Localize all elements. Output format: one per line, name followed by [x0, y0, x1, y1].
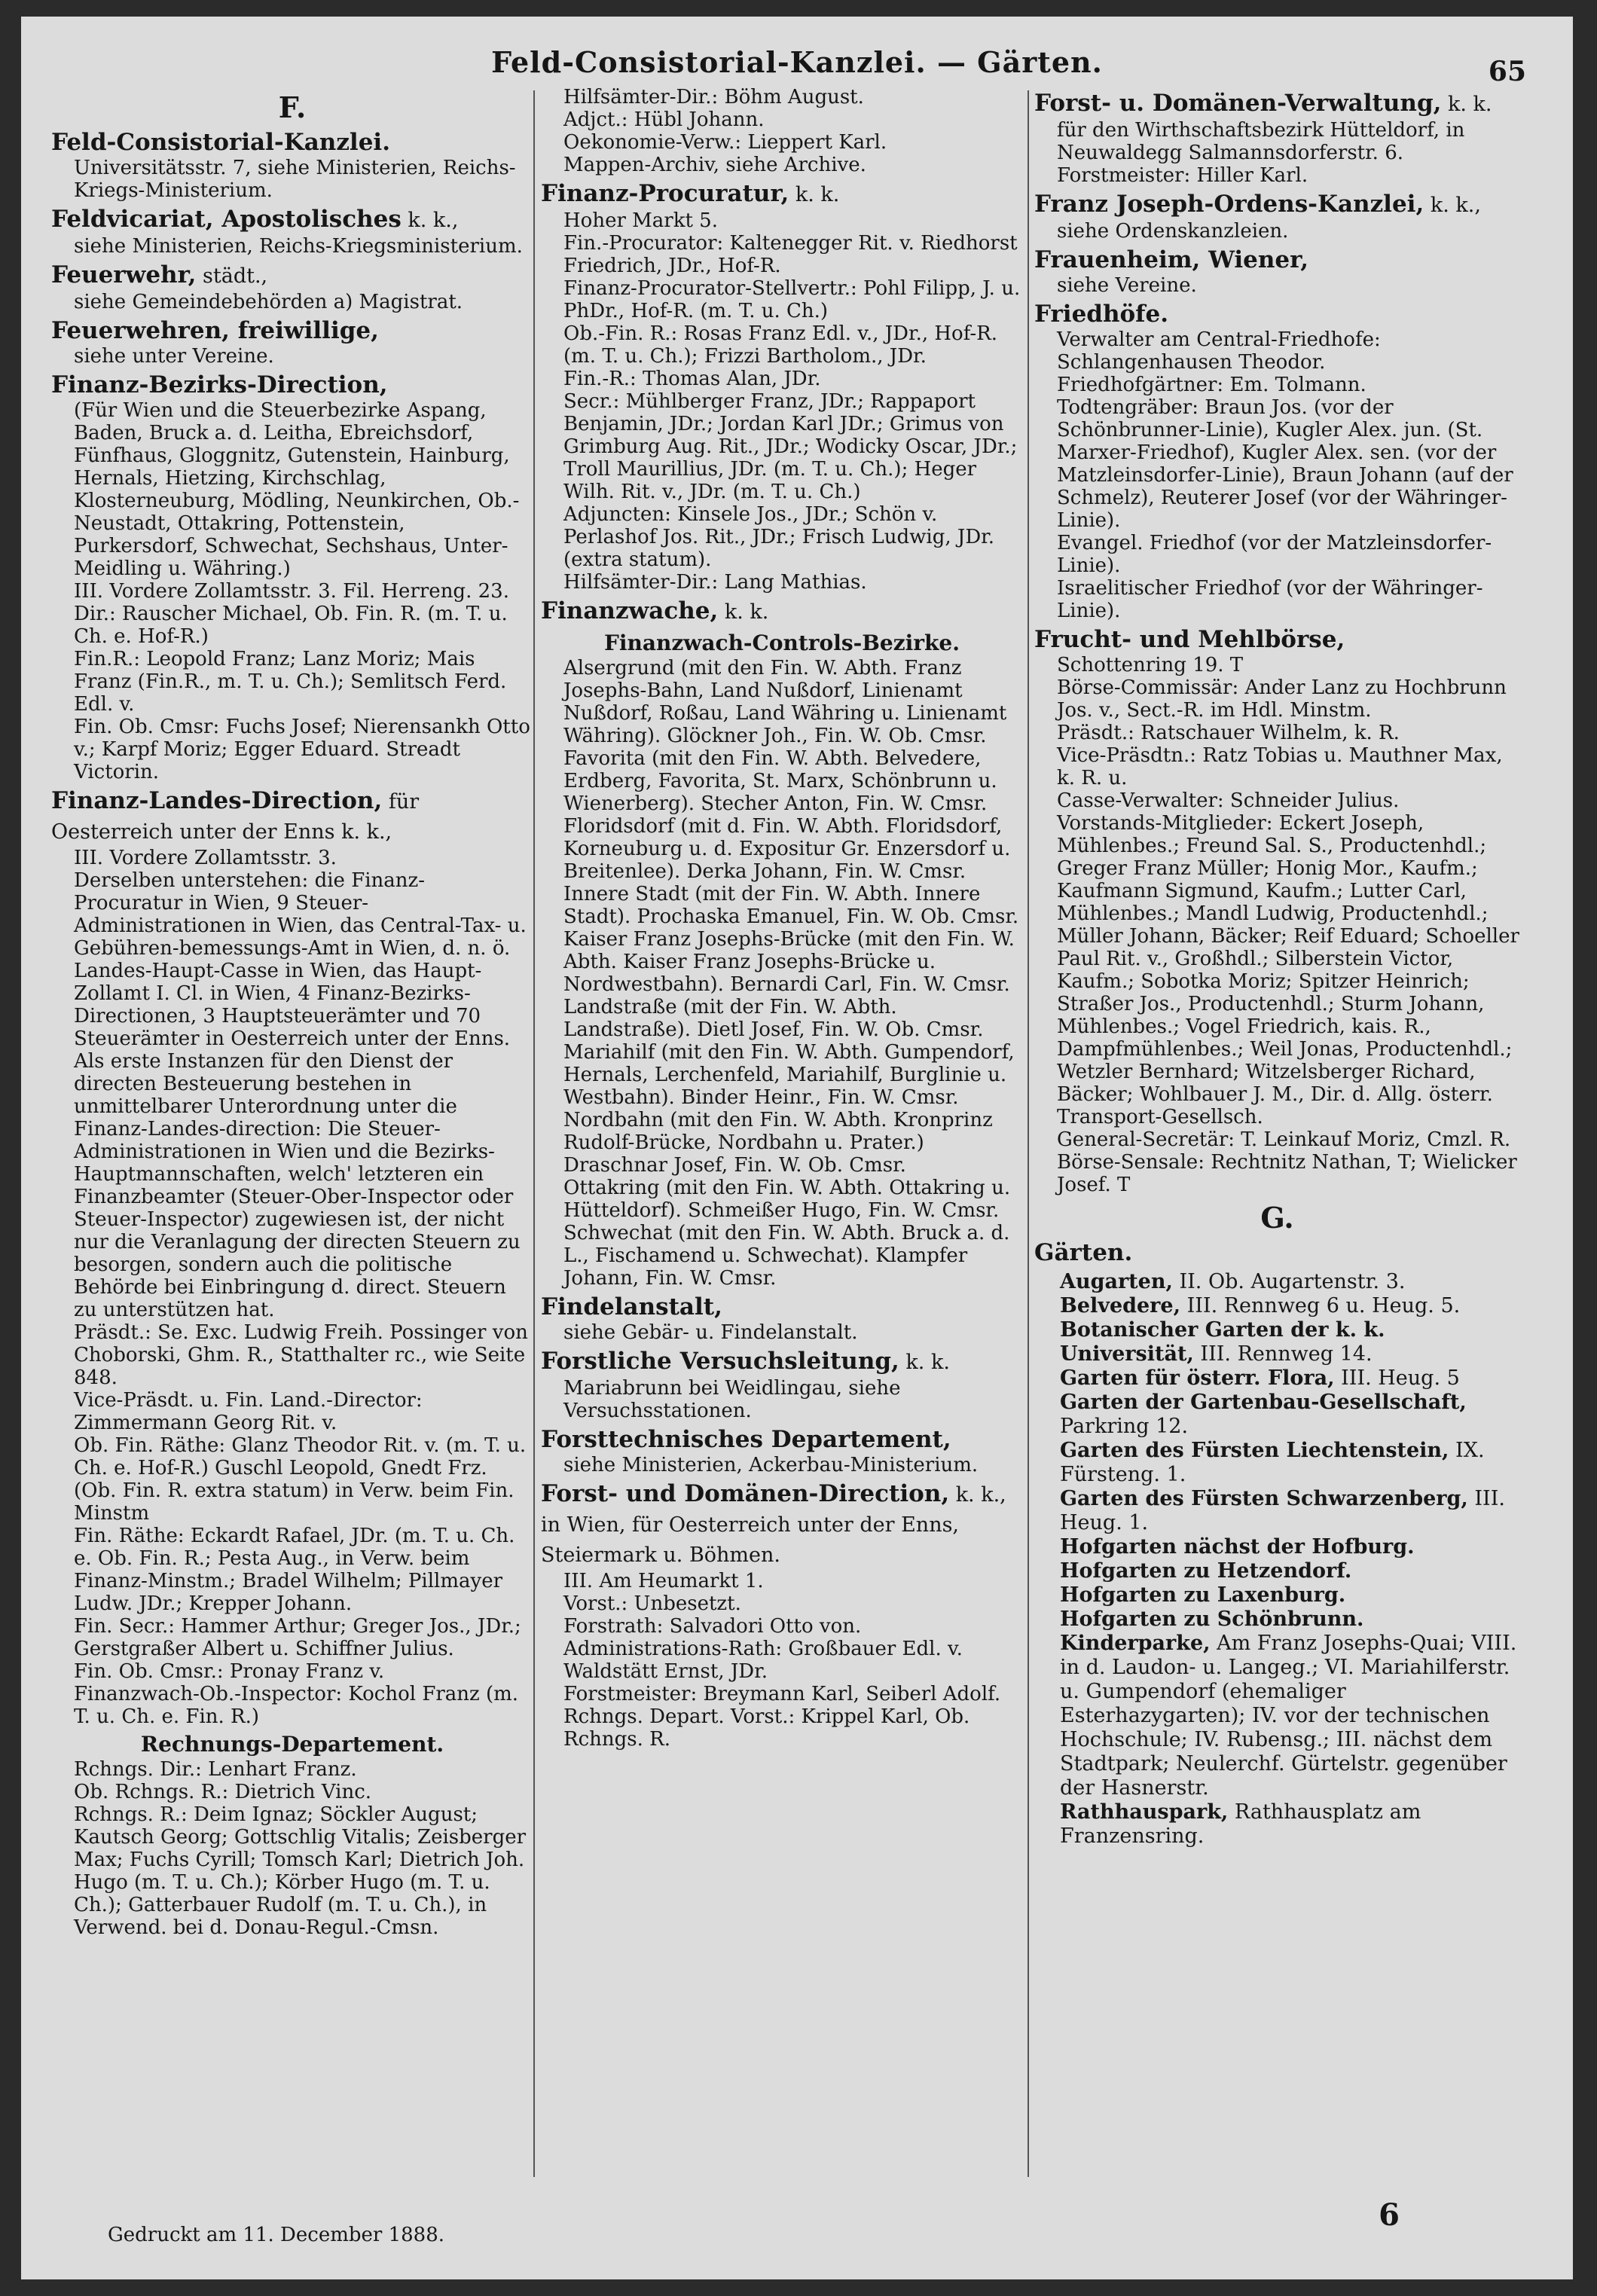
entry-line: Fin. Secr.: Hammer Arthur; Greger Jos., JDr.; Gerstgraßer Albert u. Schiffner Julius. — [74, 1615, 521, 1660]
entry-heading-suffix: k. k., — [1424, 194, 1481, 217]
entry-line: siehe Ministerien, Ackerbau-Ministerium. — [563, 1454, 979, 1476]
entry-line: Adjct.: Hübl Johann. — [563, 108, 765, 131]
garden-address: Rathhausplatz am Franzensring. — [1060, 1800, 1421, 1848]
print-date: Gedruckt am 11. December 1888. — [108, 2224, 445, 2246]
entry-line: Administrations-Rath: Großbauer Edl. v. Waldstätt Ernst, JDr. — [563, 1638, 963, 1683]
entry-line: Todtengräber: Braun Jos. (vor der Schönbrunner-Linie), Kugler Alex. jun. (St. Marxer-Friedhof), Kugler Alex. sen. (vor der Matzleinsdorfer-Linie), Braun Johann (auf der Schmelz), Reuterer Josef (vor der Währinger-Linie). — [1057, 396, 1513, 532]
section-letter: G. — [1260, 1201, 1294, 1235]
entry-line: Forstmeister: Breymann Karl, Seiberl Adolf. — [563, 1683, 1001, 1705]
entry-line: Fin. Räthe: Eckardt Rafael, JDr. (m. T. u. Ch. e. Ob. Fin. R.; Pesta Aug., in Verw. beim Finanz-Minstm.; Bradel Wilhelm; Pillmayer Ludw. JDr.; Krepper Johann. — [74, 1525, 515, 1615]
entry-heading: Forsttechnisches Departement, — [541, 1426, 951, 1453]
entry-line: siehe Gebär- u. Findelanstalt. — [563, 1321, 858, 1344]
directory-entry — [541, 1425, 1023, 1476]
sheet-mark: 6 — [1379, 2197, 1400, 2233]
entry-subheading: Rechnungs-Departement. — [140, 1732, 444, 1757]
entry-line: Dir.: Rauscher Michael, Ob. Fin. R. (m. T. u. Ch. e. Hof-R.) — [74, 603, 508, 648]
entry-line: Finanz-Procurator-Stellvertr.: Pohl Filipp, J. u. PhDr., Hof-R. (m. T. u. Ch.) — [563, 277, 1021, 322]
garden-entry: Garten des Fürsten Schwarzenberg, III. Heug. 1. — [1060, 1487, 1505, 1534]
column-divider — [1028, 90, 1029, 2177]
entry-line: Schwechat (mit den Fin. W. Abth. Bruck a. d. L., Fischamend u. Schwechat). Klampfer Johann, Fin. W. Cmsr. — [563, 1222, 1010, 1290]
entry-heading: Gärten. — [1034, 1239, 1133, 1266]
entry-line: Friedhofgärtner: Em. Tolmann. — [1057, 374, 1366, 396]
entry-heading: Finanz-Landes-Direction, für Oesterreich unter der Enns k. k., — [51, 787, 420, 844]
garden-address: III. Rennweg 6 u. Heug. 5. — [1180, 1294, 1461, 1317]
garden-entry: Augarten, II. Ob. Augartenstr. 3. — [1060, 1270, 1406, 1293]
garden-entry: Garten des Fürsten Liechtenstein, IX. Fürsteng. 1. — [1060, 1439, 1485, 1486]
garden-entry: Kinderparke, Am Franz Josephs-Quai; VIII. in d. Laudon- u. Langeg.; VI. Mariahilferstr. u. Gumpendorf (ehemaliger Esterhazygarten); IV. vor der technischen Hochschule; IV. Rubensg.; III. nächst dem Stadtpark; Neulerchf. Gürtelstr. gegenüber der Hasnerstr. — [1060, 1632, 1517, 1800]
entry-line: Fin.R.: Leopold Franz; Lanz Moriz; Mais Franz (Fin.R., m. T. u. Ch.); Semlitsch Ferd. Edl. v. — [74, 648, 507, 716]
garden-address: II. Ob. Augartenstr. 3. — [1172, 1270, 1406, 1293]
entry-heading: Feuerwehren, freiwillige, — [51, 317, 379, 344]
directory-entry — [51, 1731, 533, 1939]
entry-heading-suffix: k. k. — [899, 1351, 950, 1374]
entry-line: siehe Ordenskanzleien. — [1057, 220, 1289, 243]
directory-entry — [1034, 89, 1520, 187]
entry-line: Secr.: Mühlberger Franz, JDr.; Rappaport Benjamin, JDr.; Jordan Karl JDr.; Grimus von Grimburg Aug. Rit., JDr.; Wodicky Oscar, JDr.; Troll Maurillius, JDr. (m. T. u. Ch.); Heger Wilh. Rit. v., JDr. (m. T. u. Ch.) — [563, 390, 1018, 503]
entry-line: Forstmeister: Hiller Karl. — [1057, 164, 1308, 187]
entry-heading: Forst- u. Domänen-Verwaltung, k. k. — [1034, 90, 1492, 117]
entry-line: Fin.-R.: Thomas Alan, JDr. — [563, 368, 821, 390]
entry-line: Präsdt.: Se. Exc. Ludwig Freih. Possinger von Choborski, Ghm. R., Statthalter rc., wie Seite 848. — [74, 1321, 528, 1389]
entry-line: siehe unter Vereine. — [74, 345, 274, 368]
page-title: Feld-Consistorial-Kanzlei. — Gärten. — [491, 45, 1103, 79]
entry-heading: Forstliche Versuchsleitung, k. k. — [541, 1348, 950, 1375]
entry-heading: Forst- und Domänen-Direction, k. k., in Wien, für Oesterreich unter der Enns, Steiermark u. Böhmen. — [541, 1480, 1006, 1567]
entry-heading: Friedhöfe. — [1034, 301, 1169, 328]
entry-line: Vorst.: Unbesetzt. — [563, 1592, 741, 1615]
garden-entry: Rathhauspark, Rathhausplatz am Franzensring. — [1060, 1800, 1421, 1848]
entry-heading: Franz Joseph-Ordens-Kanzlei, k. k., — [1034, 191, 1481, 218]
directory-entry — [541, 86, 1023, 176]
directory-entry — [541, 1347, 1023, 1422]
column-divider — [533, 90, 535, 2177]
entry-line: siehe Vereine. — [1057, 274, 1197, 297]
entry-heading-suffix: k. k., in Wien, für Oesterreich unter der Enns, Steiermark u. Böhmen. — [541, 1483, 1006, 1567]
garden-entry: Hofgarten zu Schönbrunn. — [1060, 1608, 1364, 1631]
entry-line: Hoher Markt 5. — [563, 209, 718, 232]
entry-heading: Feldvicariat, Apostolisches k. k., — [51, 206, 459, 233]
entry-heading-suffix: k. k. — [1441, 93, 1492, 116]
page-number: 65 — [1488, 56, 1526, 87]
garden-entry: Garten der Gartenbau-Gesellschaft, Parkring 12. — [1060, 1391, 1467, 1438]
entry-heading: Findelanstalt, — [541, 1293, 722, 1321]
entry-line: Adjuncten: Kinsele Jos., JDr.; Schön v. Perlashof Jos. Rit., JDr.; Frisch Ludwig, JDr. (extra statum). — [563, 503, 994, 571]
entry-line: Finanzwach-Ob.-Inspector: Kochol Franz (m. T. u. Ch. e. Fin. R.) — [74, 1683, 519, 1728]
entry-line: Universitätsstr. 7, siehe Ministerien, Reichs-Kriegs-Ministerium. — [74, 157, 516, 202]
garden-entry: Hofgarten zu Laxenburg. — [1060, 1583, 1346, 1607]
entry-line: Vorstands-Mitglieder: Eckert Joseph, Mühlenbes.; Freund Sal. S., Productenhdl.; Greger Franz Müller; Honig Mor., Kaufm.; Kaufmann Sigmund, Kaufm.; Lutter Carl, Mühlenbes.; Mandl Ludwig, Productenhdl.; Müller Johann, Bäcker; Reif Eduard; Schoeller Paul Rit. v., Großhdl.; Silberstein Victor, Kaufm.; Sobotka Moriz; Spitzer Heinrich; Straßer Jos., Productenhdl.; Sturm Johann, Mühlenbes.; Vogel Friedrich, kais. R., Dampfmühlenbes.; Weil Jonas, Productenhdl.; Wetzler Bernhard; Witzelsberger Richard, Bäcker; Wohlbauer J. M., Dir. d. Allg. österr. Transport-Gesellsch. — [1057, 812, 1519, 1128]
directory-entry — [1034, 625, 1520, 1196]
directory-entry — [51, 786, 533, 1728]
entry-line: Innere Stadt (mit der Fin. W. Abth. Innere Stadt). Prochaska Emanuel, Fin. W. Ob. Cmsr. — [563, 883, 1019, 928]
entry-line: Rchngs. R.: Deim Ignaz; Söckler August; Kautsch Georg; Gottschlig Vitalis; Zeisberger Max; Fuchs Cyrill; Tomsch Karl; Dietrich Joh. Hugo (m. T. u. Ch.); Körber Hugo (m. T. u. Ch.); Gatterbauer Rudolf (m. T. u. Ch.), in Verwend. bei d. Donau-Regul.-Cmsn. — [74, 1803, 527, 1939]
garden-entry: Hofgarten zu Hetzendorf. — [1060, 1559, 1352, 1583]
entry-heading-suffix: k. k. — [718, 600, 769, 624]
directory-entry — [541, 630, 1023, 1290]
entry-line: Oekonomie-Verw.: Lieppert Karl. — [563, 131, 887, 154]
entry-heading: Feld-Consistorial-Kanzlei. — [51, 129, 390, 156]
directory-entry — [51, 261, 533, 313]
entry-heading-suffix: k. k., — [401, 209, 459, 232]
entry-line: Hilfsämter-Dir.: Böhm August. — [563, 86, 864, 108]
garden-address: III. Heug. 5 — [1334, 1366, 1460, 1390]
directory-entry — [541, 1293, 1023, 1344]
garden-entry: Belvedere, III. Rennweg 6 u. Heug. 5. — [1060, 1294, 1461, 1317]
entry-subheading: Finanzwach-Controls-Bezirke. — [604, 630, 960, 655]
directory-page — [21, 17, 1573, 2279]
garden-address: IX. Fürsteng. 1. — [1060, 1439, 1485, 1486]
entry-line: Mariabrunn bei Weidlingau, siehe Versuchsstationen. — [563, 1377, 901, 1422]
entry-line: für den Wirthschaftsbezirk Hütteldorf, in Neuwaldegg Salmannsdorferstr. 6. — [1057, 119, 1465, 164]
entry-heading: Finanzwache, k. k. — [541, 597, 769, 624]
directory-entry — [541, 179, 1023, 594]
entry-heading: Frucht- und Mehlbörse, — [1034, 626, 1345, 653]
entry-line: Ob.-Fin. R.: Rosas Franz Edl. v., JDr., Hof-R. (m. T. u. Ch.); Frizzi Bartholom., JDr. — [563, 322, 998, 368]
entry-line: Rchngs. Depart. Vorst.: Krippel Karl, Ob. Rchngs. R. — [563, 1705, 970, 1751]
entry-line: siehe Ministerien, Reichs-Kriegsministerium. — [74, 235, 523, 258]
entry-line: Mariahilf (mit den Fin. W. Abth. Gumpendorf, Hernals, Lerchenfeld, Mariahilf, Burglinie u. Westbahn). Binder Heinr., Fin. W. Cmsr. — [563, 1041, 1015, 1109]
entry-line: Börse-Commissär: Ander Lanz zu Hochbrunn Jos. v., Sect.-R. im Hdl. Minstm. — [1057, 676, 1507, 722]
entry-line: Vice-Präsdtn.: Ratz Tobias u. Mauthner Max, k. R. u. — [1057, 744, 1503, 789]
directory-entry — [51, 128, 533, 202]
entry-line: Fin. Ob. Cmsr: Fuchs Josef; Nierensankh Otto v.; Karpf Moriz; Egger Eduard. Streadt Victorin. — [74, 716, 530, 783]
garden-address: Parkring 12. — [1060, 1415, 1189, 1438]
entry-line: Favorita (mit den Fin. W. Abth. Belvedere, Erdberg, Favorita, St. Marx, Schönbrunn u. Wienerberg). Stecher Anton, Fin. W. Cmsr. — [563, 747, 997, 815]
garden-address: Am Franz Josephs-Quai; VIII. in d. Laudon- u. Langeg.; VI. Mariahilferstr. u. Gumpendorf (ehemaliger Esterhazygarten); IV. vor der technischen Hochschule; IV. Rubensg.; III. nächst dem Stadtpark; Neulerchf. Gürtelstr. gegenüber der Hasnerstr. — [1060, 1632, 1517, 1800]
directory-entry — [541, 597, 1023, 627]
section-letter: F. — [278, 90, 307, 124]
entry-line: III. Am Heumarkt 1. — [563, 1570, 764, 1592]
entry-heading: Frauenheim, Wiener, — [1034, 246, 1309, 273]
directory-entry — [51, 205, 533, 258]
entry-line: Vice-Präsdt. u. Fin. Land.-Director: Zimmermann Georg Rit. v. — [74, 1389, 423, 1434]
entry-line: Nordbahn (mit den Fin. W. Abth. Kronprinz Rudolf-Brücke, Nordbahn u. Prater.) Draschnar Josef, Fin. W. Ob. Cmsr. — [563, 1109, 993, 1177]
entry-line: Ob. Fin. Räthe: Glanz Theodor Rit. v. (m. T. u. Ch. e. Hof-R.) Guschl Leopold, Gnedt Frz. (Ob. Fin. R. extra statum) in Verw. beim Fin. Minstm — [74, 1434, 527, 1525]
directory-entry — [51, 90, 533, 125]
entry-line: Börse-Sensale: Rechtnitz Nathan, T; Wielicker Josef. T — [1057, 1151, 1517, 1196]
garden-address: III. Heug. 1. — [1060, 1487, 1505, 1534]
directory-entry — [51, 316, 533, 368]
entry-line: Kaiser Franz Josephs-Brücke (mit den Fin. W. Abth. Kaiser Franz Josephs-Brücke u. Nordwestbahn). Bernardi Carl, Fin. W. Cmsr. — [563, 928, 1015, 996]
entry-line: Forstrath: Salvadori Otto von. — [563, 1615, 862, 1638]
entry-line: Schottenring 19. T — [1057, 654, 1244, 676]
column-right — [1034, 86, 1520, 1852]
entry-line: Casse-Verwalter: Schneider Julius. — [1057, 789, 1400, 812]
directory-entry — [541, 1479, 1023, 1751]
entry-line: III. Vordere Zollamtsstr. 3. — [74, 847, 337, 869]
entry-line: Rchngs. Dir.: Lenhart Franz. — [74, 1758, 357, 1781]
garden-entry: Botanischer Garten der k. k. Universität, III. Rennweg 14. — [1060, 1318, 1385, 1366]
entry-heading-suffix: städt., — [196, 264, 268, 288]
entry-line: (Für Wien und die Steuerbezirke Aspang, Baden, Bruck a. d. Leitha, Ebreichsdorf, Fünfhaus, Gloggnitz, Gutenstein, Hainburg, Hernals, Hietzing, Kirchschlag, Klosterneuburg, Mödling, Neunkirchen, Ob.-Neustadt, Ottakring, Pottenstein, Purkersdorf, Schwechat, Sechshaus, Unter-Meidling u. Währing.) — [74, 399, 520, 580]
directory-entry — [1034, 246, 1520, 297]
directory-entry — [1034, 1270, 1520, 1849]
column-left — [51, 86, 533, 1942]
directory-entry — [1034, 190, 1520, 243]
garden-entry: Garten für österr. Flora, III. Heug. 5 — [1060, 1366, 1460, 1390]
entry-line: III. Vordere Zollamtsstr. 3. Fil. Herreng. 23. — [74, 580, 509, 603]
entry-heading-suffix: für Oesterreich unter der Enns k. k., — [51, 790, 420, 844]
entry-line: Verwalter am Central-Friedhofe: Schlangenhausen Theodor. — [1057, 328, 1381, 374]
entry-line: siehe Gemeindebehörden a) Magistrat. — [74, 291, 463, 313]
garden-entry: Hofgarten nächst der Hofburg. — [1060, 1535, 1415, 1559]
entry-line: Ob. Rchngs. R.: Dietrich Vinc. — [74, 1781, 372, 1803]
entry-line: Präsdt.: Ratschauer Wilhelm, k. R. — [1057, 722, 1400, 744]
entry-heading: Finanz-Procuratur, k. k. — [541, 180, 840, 207]
entry-line: Ottakring (mit den Fin. W. Abth. Ottakring u. Hütteldorf). Schmeißer Hugo, Fin. W. Cmsr. — [563, 1177, 1011, 1222]
directory-entry — [1034, 1201, 1520, 1235]
entry-line: Derselben unterstehen: die Finanz-Procuratur in Wien, 9 Steuer-Administrationen in Wien, das Central-Tax- u. Gebühren-bemessungs-Amt in Wien, d. n. ö. Landes-Haupt-Casse in Wien, das Haupt-Zollamt I. Cl. in Wien, 4 Finanz-Bezirks-Directionen, 3 Hauptsteuerämter und 70 Steuerämter in Oesterreich unter der Enns. Als erste Instanzen für den Dienst der directen Besteuerung bestehen in unmittelbarer Unterordnung unter die Finanz-Landes-direction: Die Steuer-Administrationen in Wien und die Bezirks-Hauptmannschaften, welch' letzteren ein Finanzbeamter (Steuer-Ober-Inspector oder Steuer-Inspector) zugewiesen ist, der nicht nur die Veranlagung der directen Steuern zu besorgen, sondern auch die politische Behörde bei Einbringung d. direct. Steuern zu unterstützen hat. — [74, 869, 527, 1321]
column-middle — [541, 86, 1023, 1754]
garden-address: III. Rennweg 14. — [1193, 1342, 1373, 1366]
entry-line: Israelitischer Friedhof (vor der Währinger-Linie). — [1057, 577, 1483, 622]
entry-line: Fin.-Procurator: Kaltenegger Rit. v. Riedhorst Friedrich, JDr., Hof-R. — [563, 232, 1018, 277]
entry-heading: Finanz-Bezirks-Direction, — [51, 371, 388, 398]
directory-entry — [1034, 300, 1520, 622]
entry-heading: Feuerwehr, städt., — [51, 261, 268, 289]
entry-line: General-Secretär: T. Leinkauf Moriz, Cmzl. R. — [1057, 1128, 1511, 1151]
entry-heading-suffix: k. k. — [789, 183, 840, 206]
entry-line: Floridsdorf (mit d. Fin. W. Abth. Floridsdorf, Korneuburg u. d. Expositur Gr. Enzersdorf u. Breitenlee). Derka Johann, Fin. W. Cmsr. — [563, 815, 1011, 883]
directory-entry — [51, 371, 533, 783]
entry-line: Alsergrund (mit den Fin. W. Abth. Franz Josephs-Bahn, Land Nußdorf, Linienamt Nußdorf, Roßau, Land Währing u. Linienamt Währing). Glöckner Joh., Fin. W. Ob. Cmsr. — [563, 657, 1007, 747]
entry-line: Landstraße (mit der Fin. W. Abth. Landstraße). Dietl Josef, Fin. W. Ob. Cmsr. — [563, 996, 984, 1041]
directory-entry — [1034, 1238, 1520, 1267]
entry-line: Evangel. Friedhof (vor der Matzleinsdorfer-Linie). — [1057, 532, 1492, 577]
entry-line: Fin. Ob. Cmsr.: Pronay Franz v. — [74, 1660, 385, 1683]
entry-line: Mappen-Archiv, siehe Archive. — [563, 154, 866, 176]
entry-line: Hilfsämter-Dir.: Lang Mathias. — [563, 571, 867, 594]
